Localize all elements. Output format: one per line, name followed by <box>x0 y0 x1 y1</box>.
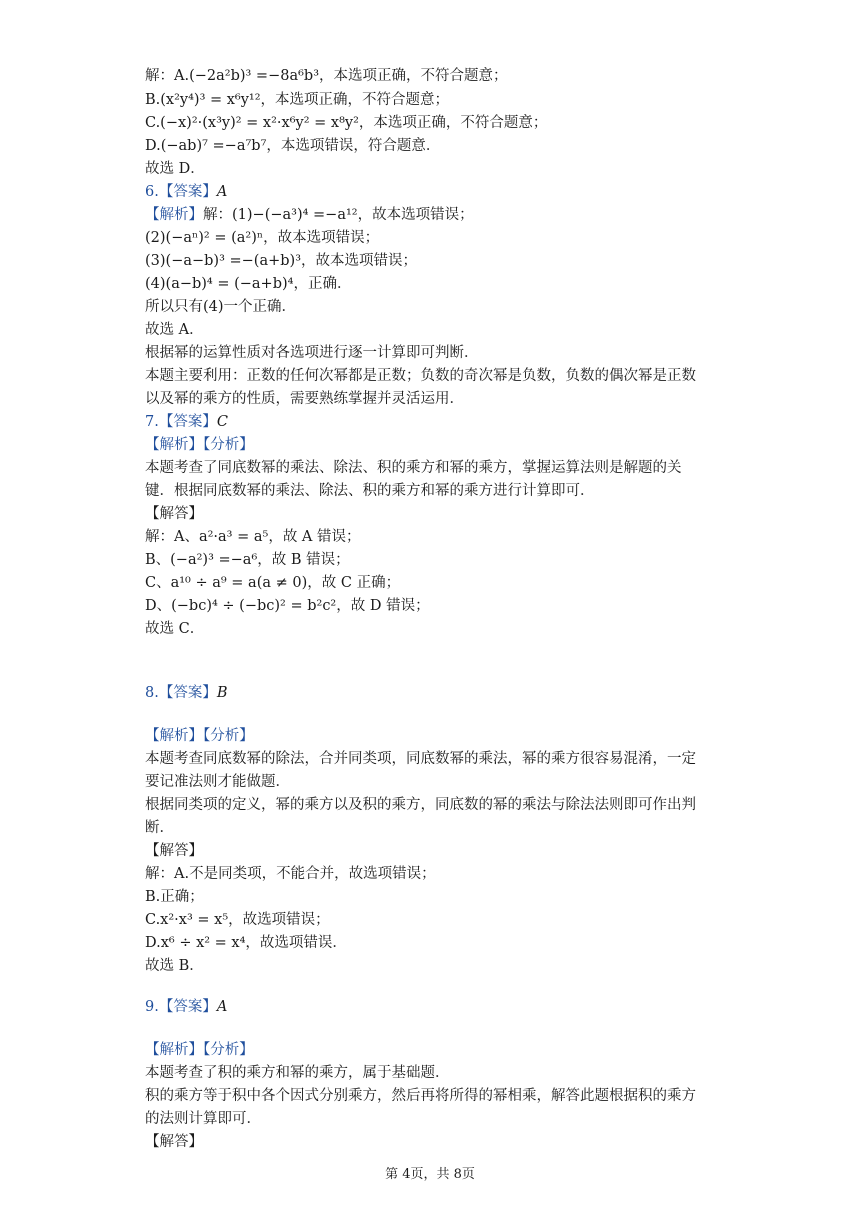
q8-solve-tag: 【解答】 <box>145 843 203 859</box>
q8-line-6: B.正确； <box>145 889 204 905</box>
q7-solve-tag: 【解答】 <box>145 506 203 522</box>
q6-number: 6. <box>145 184 159 200</box>
q8-analysis-tag: 【解析】【分析】 <box>145 728 254 744</box>
q8-answer-tag: 【答案】 <box>158 685 217 701</box>
q6-answer-tag: 【答案】 <box>158 184 217 200</box>
q9-answer: A <box>216 999 228 1015</box>
q5-line-3: C.(−x)²·(x³y)² = x²·x⁶y² = x⁸y²，本选项正确，不符合题意； <box>145 115 548 131</box>
q9-line-3: 的法则计算即可． <box>145 1111 261 1127</box>
q9-number: 9. <box>145 999 159 1015</box>
q6-line-3: (3)(−a−b)³ =−(a+b)³，故本选项错误； <box>145 253 418 269</box>
q8-line-4: 断． <box>145 820 174 836</box>
q8-answer-line <box>145 683 228 703</box>
q6-analysis-tag: 【解析】 <box>145 207 203 223</box>
q5-line-2: B.(x²y⁴)³ = x⁶y¹²，本选项正确，不符合题意； <box>145 92 450 108</box>
q7-line-6: D、(−bc)⁴ ÷ (−bc)² = b²c²，故 D 错误； <box>145 598 430 614</box>
q6-answer-line <box>145 182 227 202</box>
q7-line-3: 解：A、a²·a³ = a⁵，故 A 错误； <box>145 529 361 545</box>
q7-answer: C <box>216 414 228 430</box>
q8-line-1: 本题考查同底数幂的除法，合并同类项，同底数幂的乘法，幂的乘方很容易混淆，一定 <box>145 751 696 767</box>
q7-line-2: 键．根据同底数幂的乘法、除法、积的乘方和幂的乘方进行计算即可． <box>145 483 595 499</box>
q7-analysis-tag: 【解析】【分析】 <box>145 437 254 453</box>
q5-line-5: 故选 D． <box>145 161 205 177</box>
q7-answer-line <box>145 412 228 432</box>
q9-analysis-tag: 【解析】【分析】 <box>145 1042 254 1058</box>
q7-answer-tag: 【答案】 <box>158 414 217 430</box>
q7-number: 7. <box>145 414 159 430</box>
q8-line-5: 解：A.不是同类项，不能合并，故选项错误； <box>145 866 436 882</box>
q9-line-2: 积的乘方等于积中各个因式分别乘方，然后再将所得的幂相乘，解答此题根据积的乘方 <box>145 1088 696 1104</box>
q7-line-7: 故选 C． <box>145 621 205 637</box>
q8-line-3: 根据同类项的定义，幂的乘方以及积的乘方，同底数的幂的乘法与除法法则即可作出判 <box>145 797 696 813</box>
q6-line-8: 本题主要利用：正数的任何次幂都是正数；负数的奇次幂是负数，负数的偶次幂是正数 <box>145 368 696 384</box>
q8-line-9: 故选 B． <box>145 958 204 974</box>
q8-line-7: C.x²·x³ = x⁵，故选项错误； <box>145 912 330 928</box>
q6-line-4: (4)(a−b)⁴ = (−a+b)⁴，正确． <box>145 276 352 292</box>
q6-line-1 <box>145 205 474 225</box>
q6-line-7: 根据幂的运算性质对各选项进行逐一计算即可判断． <box>145 345 479 361</box>
q6-line-6: 故选 A． <box>145 322 204 338</box>
q9-answer-tag: 【答案】 <box>158 999 217 1015</box>
q5-line-1: 解：A.(−2a²b)³ =−8a⁶b³，本选项正确，不符合题意； <box>145 68 508 84</box>
q8-answer: B <box>216 685 228 701</box>
q7-line-4: B、(−a²)³ =−a⁶，故 B 错误； <box>145 552 350 568</box>
q6-answer: A <box>216 184 228 200</box>
q8-line-2: 要记准法则才能做题． <box>145 774 290 790</box>
q5-line-4: D.(−ab)⁷ =−a⁷b⁷，本选项错误，符合题意． <box>145 138 441 154</box>
q9-line-1: 本题考查了积的乘方和幂的乘方，属于基础题． <box>145 1065 450 1081</box>
q6-line-9: 以及幂的乘方的性质，需要熟练掌握并灵活运用． <box>145 391 464 407</box>
q9-answer-line <box>145 997 227 1017</box>
q8-line-8: D.x⁶ ÷ x² = x⁴，故选项错误． <box>145 935 347 951</box>
q6-line-5: 所以只有(4)一个正确． <box>145 299 297 315</box>
q9-solve-tag: 【解答】 <box>145 1134 203 1150</box>
q7-line-5: C、a¹⁰ ÷ a⁹ = a(a ≠ 0)，故 C 正确； <box>145 575 401 591</box>
q8-number: 8. <box>145 685 159 701</box>
q7-line-1: 本题考查了同底数幂的乘法、除法、积的乘方和幂的乘方，掌握运算法则是解题的关 <box>145 460 682 476</box>
q6-line-1-text: 解：(1)−(−a³)⁴ =−a¹²，故本选项错误； <box>203 207 474 223</box>
page-footer: 第 4页，共 8页 <box>385 1167 475 1182</box>
q6-line-2: (2)(−aⁿ)² = (a²)ⁿ，故本选项错误； <box>145 230 380 246</box>
